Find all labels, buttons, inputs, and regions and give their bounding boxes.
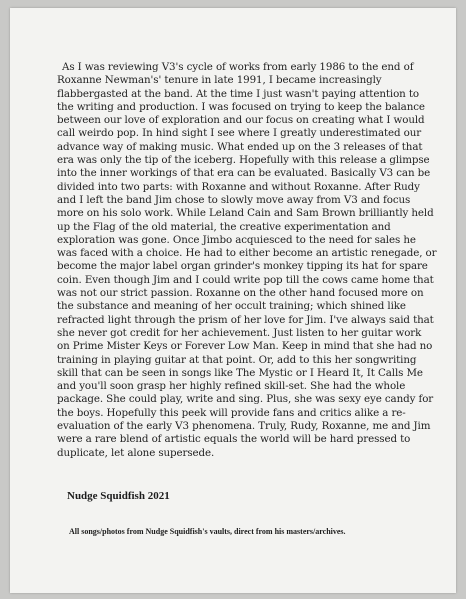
author-signature: Nudge Squidfish 2021 (67, 490, 170, 502)
paper-sheet (10, 8, 456, 593)
liner-notes-body: As I was reviewing V3's cycle of works from early 1986 to the end of Roxanne Newman's' tenure in late 1991, I became increasingly flabbergasted at the band. At the time I just wasn't paying attention to the writing and production. I was focused on trying to keep the balance between our love of exploration and our focus on creating what I would call weirdo pop. In hind sight I see where I greatly underestimated our advance way of making music. What ended up on the 3 releases of that era was only the tip of the iceberg. Hopefully with this release a glimpse into the inner workings of that era can be evaluated. Basically V3 can be divided into two parts: with Roxanne and without Roxanne. After Rudy and I left the band Jim chose to slowly move away from V3 and focus more on his solo work. While Leland Cain and Sam Brown brilliantly held up the Flag of the old material, the creative experimentation and exploration was gone. Once Jimbo acquiesced to the need for sales he was faced with a choice. He had to either become an artistic renegade, or become the major label organ grinder's monkey tipping its hat for spare coin. Even though Jim and I could write pop till the cows came home that was not our strict passion. Roxanne on the other hand focused more on the substance and meaning of her occult training; which shined like refracted light through the prism of her love for Jim. I've always said that she never got credit for her achievement. Just listen to her guitar work on Prime Mister Keys or Forever Low Man. Keep in mind that she had no training in playing guitar at that point. Or, add to this her songwriting skill that can be seen in songs like The Mystic or I Heard It, It Calls Me and you'll soon grasp her highly refined skill-set. She had the whole package. She could play, write and sing. Plus, she was sexy eye candy for the boys. Hopefully this peek will provide fans and critics alike a re-evaluation of the early V3 phenomena. Truly, Rudy, Roxanne, me and Jim were a rare blend of artistic equals the world will be hard pressed to duplicate, let alone supersede. (57, 61, 437, 459)
credits-footnote: All songs/photos from Nudge Squidfish's vaults, direct from his masters/archives. (69, 527, 346, 536)
